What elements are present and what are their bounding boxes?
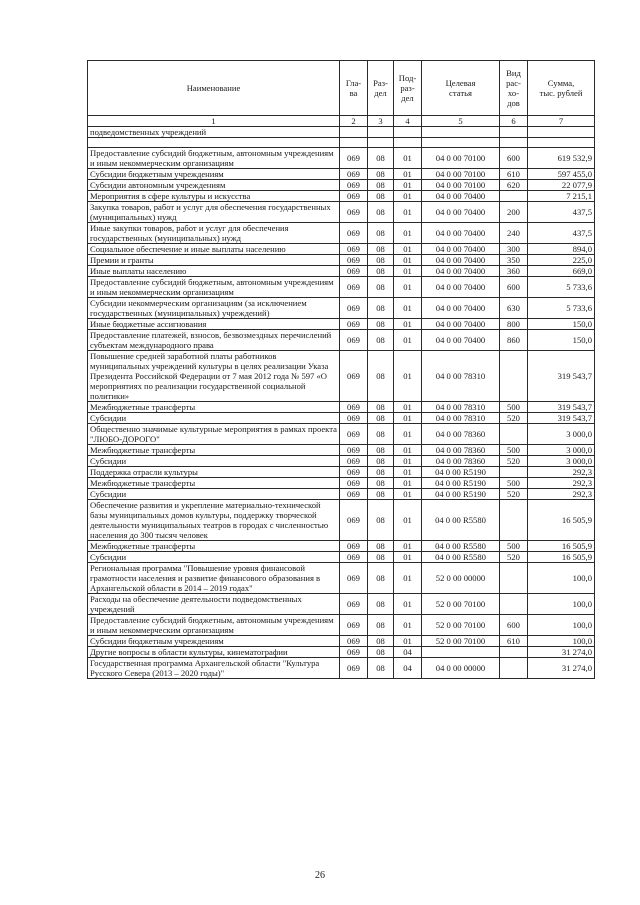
table-row bbox=[88, 489, 595, 500]
row-sum: 22 077,9 bbox=[528, 180, 595, 191]
row-name: Субсидии автономным учреждениям bbox=[88, 180, 340, 191]
row-sum: 16 505,9 bbox=[528, 500, 595, 541]
row-name: Предоставление платежей, взносов, безвозмездных перечислений субъектам международного права bbox=[88, 330, 340, 351]
row-section: 08 bbox=[368, 615, 394, 636]
row-section: 08 bbox=[368, 658, 394, 679]
row-target: 04 0 00 70100 bbox=[422, 148, 500, 169]
row-name: Предоставление субсидий бюджетным, автономным учреждениям и иным некоммерческим организациям bbox=[88, 277, 340, 298]
row-chapter: 069 bbox=[340, 636, 368, 647]
row-expense-type: 630 bbox=[500, 298, 528, 319]
row-sum: 319 543,7 bbox=[528, 351, 595, 402]
header-subsection: Под- раз- дел bbox=[394, 61, 422, 116]
row-subsection bbox=[394, 138, 422, 148]
row-sum: 16 505,9 bbox=[528, 541, 595, 552]
row-expense-type bbox=[500, 594, 528, 615]
row-expense-type bbox=[500, 191, 528, 202]
column-number: 1 bbox=[88, 116, 340, 127]
row-target bbox=[422, 127, 500, 138]
row-name bbox=[88, 138, 340, 148]
row-name: Субсидии bbox=[88, 413, 340, 424]
row-expense-type: 300 bbox=[500, 244, 528, 255]
row-target: 04 0 00 70400 bbox=[422, 319, 500, 330]
table-row bbox=[88, 148, 595, 169]
table-row bbox=[88, 467, 595, 478]
row-section: 08 bbox=[368, 478, 394, 489]
row-subsection: 04 bbox=[394, 658, 422, 679]
row-name: Межбюджетные трансферты bbox=[88, 541, 340, 552]
row-name: Предоставление субсидий бюджетным, автономным учреждениям и иным некоммерческим организациям bbox=[88, 148, 340, 169]
row-section: 08 bbox=[368, 191, 394, 202]
table-row bbox=[88, 636, 595, 647]
row-section: 08 bbox=[368, 330, 394, 351]
row-section: 08 bbox=[368, 456, 394, 467]
row-subsection: 01 bbox=[394, 244, 422, 255]
table-body bbox=[88, 127, 595, 679]
row-name: Субсидии bbox=[88, 456, 340, 467]
row-section: 08 bbox=[368, 298, 394, 319]
row-subsection: 01 bbox=[394, 351, 422, 402]
row-section: 08 bbox=[368, 319, 394, 330]
budget-table bbox=[87, 60, 595, 679]
row-sum: 150,0 bbox=[528, 330, 595, 351]
row-expense-type: 860 bbox=[500, 330, 528, 351]
row-expense-type bbox=[500, 467, 528, 478]
table-row bbox=[88, 594, 595, 615]
row-sum: 292,3 bbox=[528, 478, 595, 489]
row-name: Закупка товаров, работ и услуг для обеспечения государственных (муниципальных) нужд bbox=[88, 202, 340, 223]
row-section: 08 bbox=[368, 563, 394, 594]
row-subsection: 01 bbox=[394, 255, 422, 266]
table-row bbox=[88, 330, 595, 351]
table-row bbox=[88, 658, 595, 679]
row-name: Субсидии bbox=[88, 489, 340, 500]
row-subsection: 01 bbox=[394, 563, 422, 594]
row-target: 04 0 00 R5580 bbox=[422, 500, 500, 541]
row-sum: 100,0 bbox=[528, 615, 595, 636]
row-sum: 319 543,7 bbox=[528, 413, 595, 424]
row-sum: 3 000,0 bbox=[528, 456, 595, 467]
row-chapter: 069 bbox=[340, 413, 368, 424]
row-name: Общественно значимые культурные мероприятия в рамках проекта "ЛЮБО-ДОРОГО" bbox=[88, 424, 340, 445]
row-expense-type bbox=[500, 351, 528, 402]
row-chapter: 069 bbox=[340, 615, 368, 636]
column-number: 6 bbox=[500, 116, 528, 127]
row-name: Повышение средней заработной платы работников муниципальных учреждений культуры в целях реализации Указа Президента Российской Федерации от 7 мая 2012 года № 597 «О мероприятиях по реализации государственной социальной политики» bbox=[88, 351, 340, 402]
row-expense-type: 200 bbox=[500, 202, 528, 223]
row-sum: 3 000,0 bbox=[528, 445, 595, 456]
row-chapter: 069 bbox=[340, 445, 368, 456]
row-chapter: 069 bbox=[340, 456, 368, 467]
row-target: 04 0 00 78360 bbox=[422, 445, 500, 456]
row-expense-type: 620 bbox=[500, 180, 528, 191]
row-target bbox=[422, 647, 500, 658]
row-section: 08 bbox=[368, 489, 394, 500]
row-subsection: 01 bbox=[394, 319, 422, 330]
row-chapter: 069 bbox=[340, 467, 368, 478]
row-chapter: 069 bbox=[340, 552, 368, 563]
row-name: Расходы на обеспечение деятельности подведомственных учреждений bbox=[88, 594, 340, 615]
row-sum: 5 733,6 bbox=[528, 277, 595, 298]
row-chapter: 069 bbox=[340, 298, 368, 319]
row-chapter: 069 bbox=[340, 351, 368, 402]
column-number: 5 bbox=[422, 116, 500, 127]
row-name: Поддержка отрасли культуры bbox=[88, 467, 340, 478]
row-subsection bbox=[394, 127, 422, 138]
row-expense-type: 610 bbox=[500, 636, 528, 647]
row-subsection: 01 bbox=[394, 424, 422, 445]
header-expense-type: Вид рас- хо- дов bbox=[500, 61, 528, 116]
row-sum: 100,0 bbox=[528, 636, 595, 647]
header-target: Целевая статья bbox=[422, 61, 500, 116]
row-subsection: 01 bbox=[394, 478, 422, 489]
row-name: Иные закупки товаров, работ и услуг для обеспечения государственных (муниципальных) нужд bbox=[88, 223, 340, 244]
row-target: 04 0 00 R5580 bbox=[422, 552, 500, 563]
row-sum: 437,5 bbox=[528, 223, 595, 244]
row-section: 08 bbox=[368, 445, 394, 456]
table-row bbox=[88, 647, 595, 658]
row-name: Межбюджетные трансферты bbox=[88, 402, 340, 413]
row-name: Межбюджетные трансферты bbox=[88, 445, 340, 456]
row-chapter: 069 bbox=[340, 266, 368, 277]
row-chapter: 069 bbox=[340, 330, 368, 351]
row-sum bbox=[528, 138, 595, 148]
row-chapter: 069 bbox=[340, 277, 368, 298]
row-expense-type: 350 bbox=[500, 255, 528, 266]
row-sum: 3 000,0 bbox=[528, 424, 595, 445]
row-section: 08 bbox=[368, 223, 394, 244]
row-expense-type bbox=[500, 127, 528, 138]
row-chapter: 069 bbox=[340, 500, 368, 541]
row-subsection: 01 bbox=[394, 594, 422, 615]
row-sum: 100,0 bbox=[528, 563, 595, 594]
row-target: 04 0 00 70400 bbox=[422, 330, 500, 351]
row-subsection: 01 bbox=[394, 223, 422, 244]
row-sum: 319 543,7 bbox=[528, 402, 595, 413]
header-name: Наименование bbox=[88, 61, 340, 116]
row-name: Региональная программа "Повышение уровня финансовой грамотности населения и развитие финансового образования в Архангельской области в 2014 – 2019 годах" bbox=[88, 563, 340, 594]
row-sum: 100,0 bbox=[528, 594, 595, 615]
row-name: подведомственных учреждений bbox=[88, 127, 340, 138]
row-subsection: 01 bbox=[394, 467, 422, 478]
row-target: 52 0 00 70100 bbox=[422, 594, 500, 615]
row-expense-type bbox=[500, 647, 528, 658]
table-row bbox=[88, 191, 595, 202]
row-chapter: 069 bbox=[340, 191, 368, 202]
row-section: 08 bbox=[368, 169, 394, 180]
row-expense-type: 500 bbox=[500, 541, 528, 552]
row-target bbox=[422, 138, 500, 148]
row-chapter: 069 bbox=[340, 169, 368, 180]
column-number: 2 bbox=[340, 116, 368, 127]
row-target: 04 0 00 78310 bbox=[422, 402, 500, 413]
header-chapter: Гла- ва bbox=[340, 61, 368, 116]
row-name: Субсидии бюджетным учреждениям bbox=[88, 636, 340, 647]
table-row bbox=[88, 478, 595, 489]
row-subsection: 01 bbox=[394, 402, 422, 413]
row-chapter: 069 bbox=[340, 541, 368, 552]
row-chapter: 069 bbox=[340, 255, 368, 266]
row-section: 08 bbox=[368, 647, 394, 658]
row-target: 04 0 00 70400 bbox=[422, 244, 500, 255]
row-expense-type: 240 bbox=[500, 223, 528, 244]
row-name: Государственная программа Архангельской области "Культура Русского Севера (2013 – 2020 годы)" bbox=[88, 658, 340, 679]
table-row bbox=[88, 319, 595, 330]
row-chapter: 069 bbox=[340, 647, 368, 658]
row-target: 04 0 00 78310 bbox=[422, 413, 500, 424]
table-row bbox=[88, 277, 595, 298]
row-expense-type: 610 bbox=[500, 169, 528, 180]
row-chapter: 069 bbox=[340, 319, 368, 330]
row-expense-type: 520 bbox=[500, 552, 528, 563]
row-target: 04 0 00 78360 bbox=[422, 456, 500, 467]
table-row bbox=[88, 445, 595, 456]
row-expense-type: 600 bbox=[500, 277, 528, 298]
row-subsection: 01 bbox=[394, 541, 422, 552]
row-target: 04 0 00 70400 bbox=[422, 266, 500, 277]
row-sum: 619 532,9 bbox=[528, 148, 595, 169]
table-row bbox=[88, 552, 595, 563]
row-section: 08 bbox=[368, 541, 394, 552]
row-section: 08 bbox=[368, 467, 394, 478]
row-subsection: 01 bbox=[394, 615, 422, 636]
row-target: 04 0 00 70400 bbox=[422, 298, 500, 319]
row-subsection: 01 bbox=[394, 202, 422, 223]
row-name: Субсидии бюджетным учреждениям bbox=[88, 169, 340, 180]
row-sum bbox=[528, 127, 595, 138]
row-section: 08 bbox=[368, 202, 394, 223]
column-number: 4 bbox=[394, 116, 422, 127]
table-row bbox=[88, 298, 595, 319]
row-target: 04 0 00 78360 bbox=[422, 424, 500, 445]
table-row bbox=[88, 127, 595, 138]
row-sum: 7 215,1 bbox=[528, 191, 595, 202]
row-chapter: 069 bbox=[340, 223, 368, 244]
header-sum: Сумма, тыс. рублей bbox=[528, 61, 595, 116]
row-target: 04 0 00 70400 bbox=[422, 202, 500, 223]
row-subsection: 01 bbox=[394, 552, 422, 563]
column-number: 3 bbox=[368, 116, 394, 127]
row-expense-type: 500 bbox=[500, 478, 528, 489]
row-target: 04 0 00 R5190 bbox=[422, 478, 500, 489]
row-target: 04 0 00 70100 bbox=[422, 169, 500, 180]
row-subsection: 01 bbox=[394, 148, 422, 169]
row-sum: 597 455,0 bbox=[528, 169, 595, 180]
row-target: 52 0 00 70100 bbox=[422, 636, 500, 647]
row-subsection: 04 bbox=[394, 647, 422, 658]
row-name: Субсидии bbox=[88, 552, 340, 563]
row-section: 08 bbox=[368, 266, 394, 277]
row-section bbox=[368, 138, 394, 148]
row-target: 04 0 00 R5190 bbox=[422, 467, 500, 478]
row-section: 08 bbox=[368, 402, 394, 413]
table-row bbox=[88, 244, 595, 255]
row-name: Мероприятия в сфере культуры и искусства bbox=[88, 191, 340, 202]
row-section: 08 bbox=[368, 413, 394, 424]
row-expense-type: 520 bbox=[500, 413, 528, 424]
header-section: Раз- дел bbox=[368, 61, 394, 116]
row-expense-type: 500 bbox=[500, 445, 528, 456]
row-expense-type: 600 bbox=[500, 148, 528, 169]
row-subsection: 01 bbox=[394, 266, 422, 277]
table-row bbox=[88, 180, 595, 191]
row-name: Межбюджетные трансферты bbox=[88, 478, 340, 489]
row-subsection: 01 bbox=[394, 500, 422, 541]
table-row bbox=[88, 138, 595, 148]
row-name: Иные выплаты населению bbox=[88, 266, 340, 277]
row-subsection: 01 bbox=[394, 636, 422, 647]
column-number-row bbox=[88, 116, 595, 127]
table-row bbox=[88, 563, 595, 594]
row-chapter: 069 bbox=[340, 202, 368, 223]
table-row bbox=[88, 255, 595, 266]
row-subsection: 01 bbox=[394, 330, 422, 351]
row-subsection: 01 bbox=[394, 277, 422, 298]
row-expense-type bbox=[500, 424, 528, 445]
row-expense-type: 520 bbox=[500, 456, 528, 467]
row-name: Другие вопросы в области культуры, кинематографии bbox=[88, 647, 340, 658]
row-chapter: 069 bbox=[340, 594, 368, 615]
row-sum: 669,0 bbox=[528, 266, 595, 277]
row-chapter: 069 bbox=[340, 563, 368, 594]
row-target: 04 0 00 R5580 bbox=[422, 541, 500, 552]
row-target: 04 0 00 70400 bbox=[422, 255, 500, 266]
table-row bbox=[88, 424, 595, 445]
row-subsection: 01 bbox=[394, 413, 422, 424]
row-expense-type bbox=[500, 500, 528, 541]
row-expense-type: 500 bbox=[500, 402, 528, 413]
row-target: 04 0 00 70400 bbox=[422, 223, 500, 244]
row-name: Предоставление субсидий бюджетным, автономным учреждениям и иным некоммерческим организациям bbox=[88, 615, 340, 636]
row-sum: 292,3 bbox=[528, 467, 595, 478]
table-row bbox=[88, 351, 595, 402]
row-target: 04 0 00 70400 bbox=[422, 191, 500, 202]
row-section: 08 bbox=[368, 148, 394, 169]
column-number: 7 bbox=[528, 116, 595, 127]
row-target: 04 0 00 00000 bbox=[422, 658, 500, 679]
row-chapter: 069 bbox=[340, 489, 368, 500]
row-expense-type: 520 bbox=[500, 489, 528, 500]
row-chapter: 069 bbox=[340, 658, 368, 679]
row-expense-type: 600 bbox=[500, 615, 528, 636]
row-subsection: 01 bbox=[394, 169, 422, 180]
row-name: Субсидии некоммерческим организациям (за исключением государственных (муниципальных) учреждений) bbox=[88, 298, 340, 319]
row-target: 52 0 00 00000 bbox=[422, 563, 500, 594]
row-section: 08 bbox=[368, 277, 394, 298]
row-section: 08 bbox=[368, 636, 394, 647]
row-subsection: 01 bbox=[394, 191, 422, 202]
row-section: 08 bbox=[368, 500, 394, 541]
row-chapter: 069 bbox=[340, 244, 368, 255]
row-name: Обеспечение развития и укрепление материально-технической базы муниципальных домов культуры, поддержку творческой деятельности муниципальных театров в городах с численностью населения до 300 тысяч человек bbox=[88, 500, 340, 541]
table-row bbox=[88, 413, 595, 424]
row-section: 08 bbox=[368, 351, 394, 402]
table-row bbox=[88, 169, 595, 180]
row-sum: 437,5 bbox=[528, 202, 595, 223]
row-section: 08 bbox=[368, 180, 394, 191]
row-subsection: 01 bbox=[394, 180, 422, 191]
table-row bbox=[88, 500, 595, 541]
row-subsection: 01 bbox=[394, 445, 422, 456]
row-expense-type: 360 bbox=[500, 266, 528, 277]
row-sum: 16 505,9 bbox=[528, 552, 595, 563]
header-row bbox=[88, 61, 595, 116]
row-subsection: 01 bbox=[394, 298, 422, 319]
row-chapter bbox=[340, 138, 368, 148]
row-chapter: 069 bbox=[340, 478, 368, 489]
row-name: Социальное обеспечение и иные выплаты населению bbox=[88, 244, 340, 255]
row-section: 08 bbox=[368, 244, 394, 255]
row-expense-type bbox=[500, 563, 528, 594]
row-expense-type: 800 bbox=[500, 319, 528, 330]
row-target: 04 0 00 70100 bbox=[422, 180, 500, 191]
row-chapter: 069 bbox=[340, 402, 368, 413]
row-name: Премии и гранты bbox=[88, 255, 340, 266]
row-subsection: 01 bbox=[394, 489, 422, 500]
row-expense-type bbox=[500, 658, 528, 679]
table-row bbox=[88, 402, 595, 413]
row-subsection: 01 bbox=[394, 456, 422, 467]
row-section: 08 bbox=[368, 594, 394, 615]
row-sum: 292,3 bbox=[528, 489, 595, 500]
row-target: 04 0 00 70400 bbox=[422, 277, 500, 298]
page-number: 26 bbox=[315, 870, 325, 881]
row-sum: 150,0 bbox=[528, 319, 595, 330]
table-row bbox=[88, 541, 595, 552]
row-sum: 31 274,0 bbox=[528, 658, 595, 679]
row-sum: 225,0 bbox=[528, 255, 595, 266]
table-row bbox=[88, 615, 595, 636]
table-row bbox=[88, 456, 595, 467]
row-section: 08 bbox=[368, 255, 394, 266]
row-section bbox=[368, 127, 394, 138]
row-section: 08 bbox=[368, 424, 394, 445]
table-row bbox=[88, 223, 595, 244]
row-sum: 894,0 bbox=[528, 244, 595, 255]
table-row bbox=[88, 202, 595, 223]
row-target: 52 0 00 70100 bbox=[422, 615, 500, 636]
row-chapter bbox=[340, 127, 368, 138]
row-sum: 5 733,6 bbox=[528, 298, 595, 319]
row-target: 04 0 00 R5190 bbox=[422, 489, 500, 500]
row-chapter: 069 bbox=[340, 180, 368, 191]
row-expense-type bbox=[500, 138, 528, 148]
row-sum: 31 274,0 bbox=[528, 647, 595, 658]
row-target: 04 0 00 78310 bbox=[422, 351, 500, 402]
row-chapter: 069 bbox=[340, 424, 368, 445]
table-row bbox=[88, 266, 595, 277]
row-name: Иные бюджетные ассигнования bbox=[88, 319, 340, 330]
row-chapter: 069 bbox=[340, 148, 368, 169]
row-section: 08 bbox=[368, 552, 394, 563]
